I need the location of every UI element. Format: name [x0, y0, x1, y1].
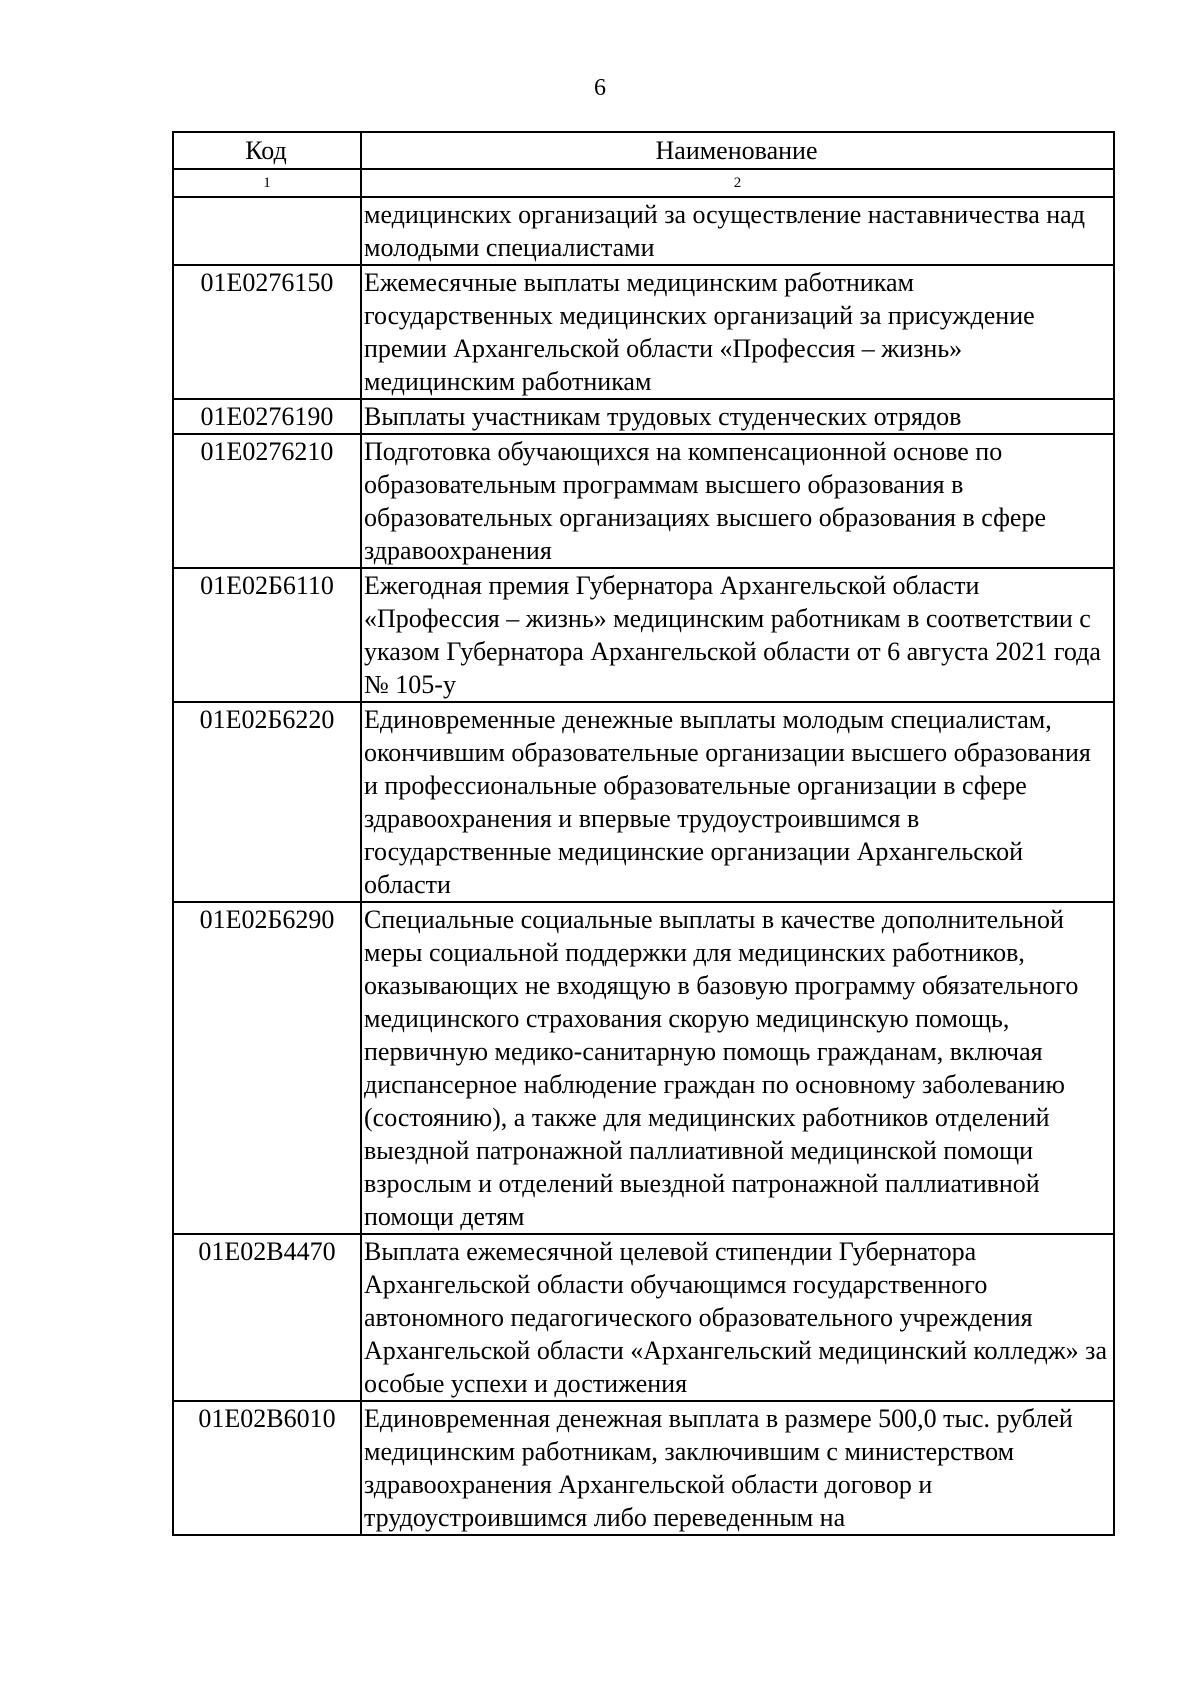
- row-name: Ежемесячные выплаты медицинским работникам государственных медицинских организаций за присуждение премии Архангельской области «Профессия – жизнь» медицинским работникам: [361, 265, 1114, 399]
- row-code: 01Е0276150: [173, 265, 361, 399]
- row-name: Подготовка обучающихся на компенсационной основе по образовательным программам высшего образования в образовательных организациях высшего образования в сфере здравоохранения: [361, 434, 1114, 568]
- row-code: 01Е02Б6220: [173, 702, 361, 902]
- table-row: [173, 902, 1114, 1234]
- page-number: 6: [594, 75, 606, 101]
- row-name: Ежегодная премия Губернатора Архангельской области «Профессия – жизнь» медицинским работникам в соответствии с указом Губернатора Архангельской области от 6 августа 2021 года № 105-у: [361, 568, 1114, 702]
- row-code: 01Е02Б6290: [173, 902, 361, 1234]
- table-row: [173, 568, 1114, 702]
- column-number-1: 1: [173, 169, 361, 197]
- table-header-row: [173, 132, 1114, 169]
- row-name: Выплаты участникам трудовых студенческих отрядов: [361, 399, 1114, 434]
- column-number-2: 2: [361, 169, 1114, 197]
- row-code: [173, 197, 361, 265]
- row-code: 01Е0276210: [173, 434, 361, 568]
- header-name: Наименование: [361, 132, 1114, 169]
- table-row: [173, 702, 1114, 902]
- row-name: Единовременные денежные выплаты молодым специалистам, окончившим образовательные организации высшего образования и профессиональные образовательные организации в сфере здравоохранения и впервые трудоустроившимся в государственные медицинские организации Архангельской области: [361, 702, 1114, 902]
- row-code: 01Е02В6010: [173, 1401, 361, 1535]
- table-row: [173, 434, 1114, 568]
- budget-code-table: [172, 131, 1115, 1536]
- header-code: Код: [173, 132, 361, 169]
- table-row: [173, 265, 1114, 399]
- row-name: медицинских организаций за осуществление наставничества над молодыми специалистами: [361, 197, 1114, 265]
- row-name: Единовременная денежная выплата в размере 500,0 тыс. рублей медицинским работникам, заключившим с министерством здравоохранения Архангельской области договор и трудоустроившимся либо переведенным на: [361, 1401, 1114, 1535]
- row-code: 01Е02В4470: [173, 1234, 361, 1401]
- row-code: 01Е0276190: [173, 399, 361, 434]
- row-name: Специальные социальные выплаты в качестве дополнительной меры социальной поддержки для медицинских работников, оказывающих не входящую в базовую программу обязательного медицинского страхования скорую медицинскую помощь, первичную медико-санитарную помощь гражданам, включая диспансерное наблюдение граждан по основному заболеванию (состоянию), а также для медицинских работников отделений выездной патронажной паллиативной медицинской помощи взрослым и отделений выездной патронажной паллиативной помощи детям: [361, 902, 1114, 1234]
- column-number-row: [173, 169, 1114, 197]
- table-row: [173, 197, 1114, 265]
- table-row: [173, 1234, 1114, 1401]
- row-code: 01Е02Б6110: [173, 568, 361, 702]
- table-row: [173, 1401, 1114, 1535]
- row-name: Выплата ежемесячной целевой стипендии Губернатора Архангельской области обучающимся государственного автономного педагогического образовательного учреждения Архангельской области «Архангельский медицинский колледж» за особые успехи и достижения: [361, 1234, 1114, 1401]
- table-row: [173, 399, 1114, 434]
